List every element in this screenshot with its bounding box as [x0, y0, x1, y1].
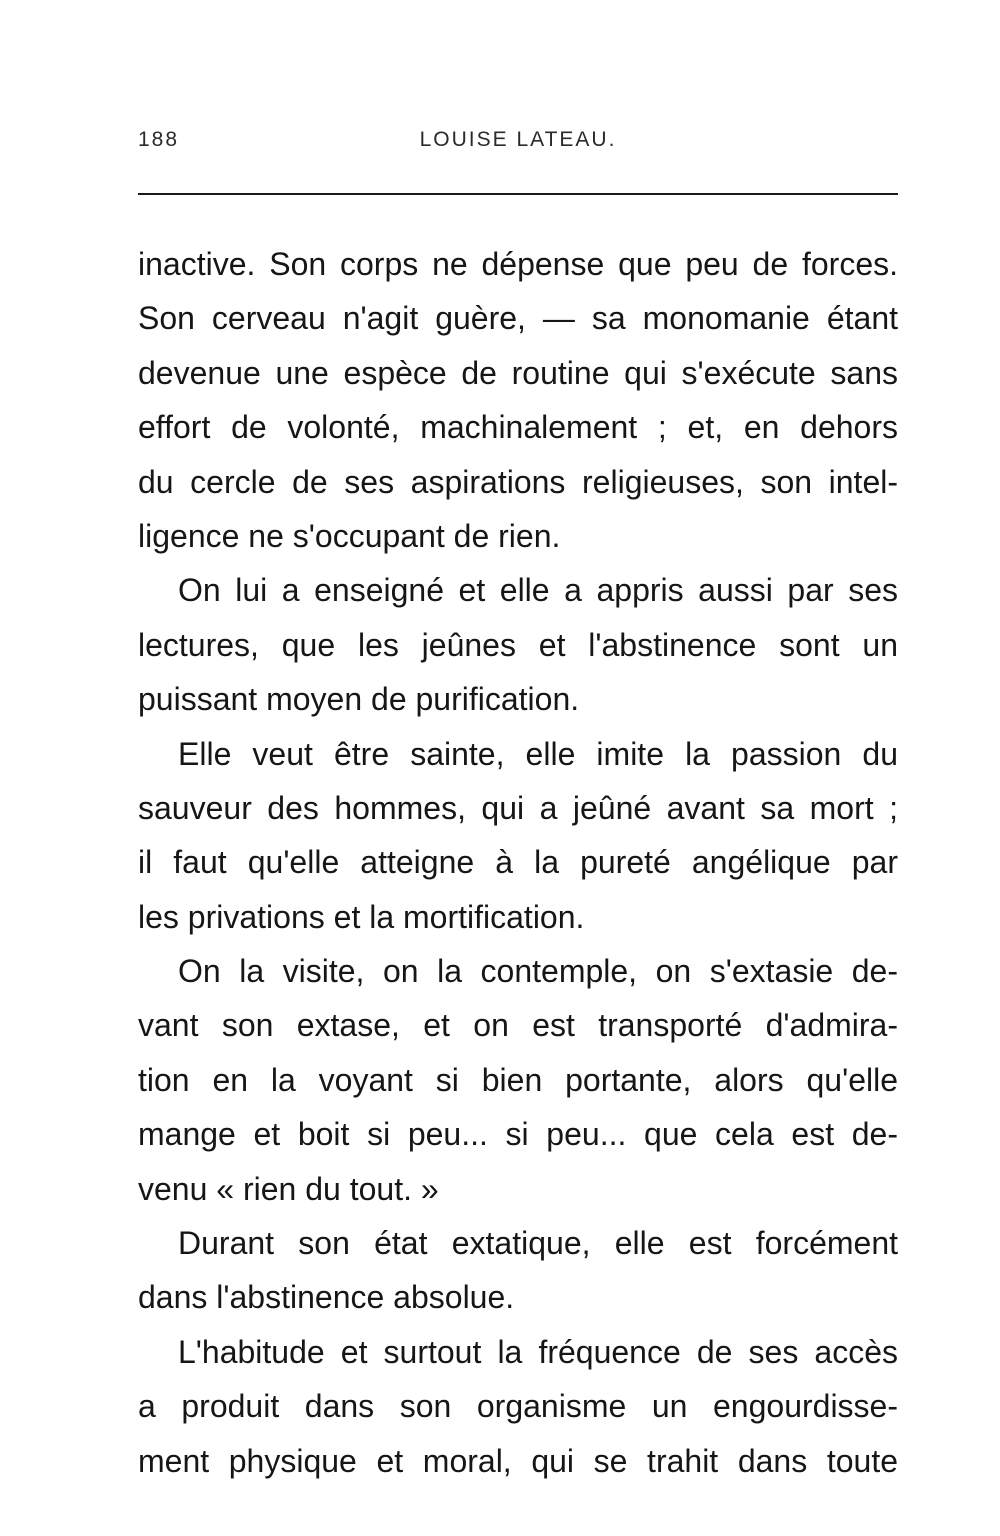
- text-line: Elle veut être sainte, elle imite la passion du: [178, 735, 898, 772]
- text-line: On la visite, on la contemple, on s'extasie de-: [178, 953, 898, 990]
- text-line: L'habitude et surtout la fréquence de ses accès: [178, 1333, 898, 1370]
- text-line: tion en la voyant si bien portante, alors qu'elle: [138, 1061, 898, 1098]
- paragraph: [138, 237, 898, 563]
- text-line: dans l'abstinence absolue.: [138, 1279, 515, 1316]
- text-line: On lui a enseigné et elle a appris aussi par ses: [178, 572, 898, 609]
- text-line: vant son extase, et on est transporté d'admira-: [138, 1007, 898, 1044]
- text-line: puissant moyen de purification.: [138, 681, 580, 718]
- text-line: venu « rien du tout. »: [138, 1170, 439, 1207]
- text-line: lectures, que les jeûnes et l'abstinence sont un: [138, 626, 898, 663]
- body-text: [138, 237, 898, 1488]
- page-number: 188: [138, 128, 180, 151]
- text-line: les privations et la mortification.: [138, 898, 585, 935]
- text-line: sauveur des hommes, qui a jeûné avant sa mort ;: [138, 789, 898, 826]
- paragraph: [138, 563, 898, 726]
- paragraph: [138, 1216, 898, 1325]
- text-line: inactive. Son corps ne dépense que peu de forces.: [138, 246, 898, 282]
- header-rule: [138, 193, 898, 195]
- text-line: a produit dans son organisme un engourdisse-: [138, 1388, 898, 1425]
- paragraph: [138, 944, 898, 1216]
- running-head: [138, 128, 898, 164]
- text-line: Son cerveau n'agit guère, — sa monomanie étant: [138, 300, 898, 337]
- text-line: il faut qu'elle atteigne à la pureté angélique par: [138, 844, 898, 881]
- text-line: devenue une espèce de routine qui s'exécute sans: [138, 354, 898, 391]
- running-title: LOUISE LATEAU.: [419, 128, 617, 151]
- text-line: ment physique et moral, qui se trahit dans toute: [138, 1442, 898, 1479]
- text-line: Durant son état extatique, elle est forcément: [178, 1225, 898, 1262]
- text-line: du cercle de ses aspirations religieuses, son intel-: [138, 463, 898, 500]
- paragraph: [138, 1325, 898, 1488]
- text-line: mange et boit si peu... si peu... que cela est de-: [138, 1116, 898, 1153]
- text-line: ligence ne s'occupant de rien.: [138, 517, 561, 554]
- text-line: effort de volonté, machinalement ; et, en dehors: [138, 409, 898, 446]
- paragraph: [138, 727, 898, 945]
